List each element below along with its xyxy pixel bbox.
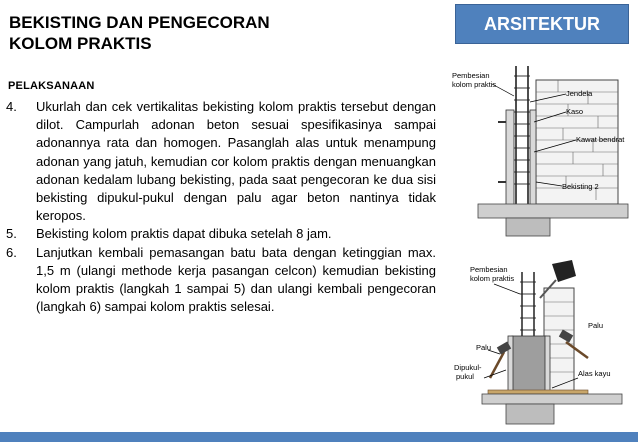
fig2-label-dipukul-2: pukul (456, 372, 474, 381)
step-text: Bekisting kolom praktis dapat dibuka setelah 8 jam. (36, 226, 332, 242)
fig2-label-palu-left: Palu (476, 343, 492, 352)
fig2-label-palu-right: Palu (588, 321, 604, 330)
step-item (6, 244, 436, 317)
title-line-2: KOLOM PRAKTIS (9, 34, 152, 53)
footer-bar (0, 432, 638, 442)
section-title: PELAKSANAAN (8, 80, 95, 92)
fig2-label-alas: Alas kayu (578, 369, 611, 378)
title-line-1: BEKISTING DAN PENGECORAN (9, 13, 270, 32)
step-number: 5. (6, 226, 17, 242)
step-item (6, 98, 436, 225)
fig1-label-kaso: Kaso (566, 107, 584, 116)
fig2-label-dipukul-1: Dipukul- (454, 363, 482, 372)
page-title (9, 12, 419, 54)
fig1-label-bekisting: Bekisting 2 (562, 182, 599, 191)
formwork-illustration (448, 62, 632, 238)
step-number: 6. (6, 244, 17, 260)
casting-illustration (448, 258, 632, 426)
fig1-label-kawat: Kawat bendrat (576, 135, 625, 144)
fig2-label-pembesian-2: kolom praktis (470, 274, 515, 283)
category-badge: ARSITEKTUR (455, 4, 629, 44)
fig1-label-jendela: Jendela (566, 89, 593, 98)
step-text: Ukurlah dan cek vertikalitas bekisting kolom praktis tersebut dengan dilot. Campurlah adonan beton sesuai spesifikasinya sampai adonannya rata dan homogen. Pasanglah alas untuk menampung adonan yang jatuh, kemudian cor kolom praktis dengan menuangkan adonan kedalam lubang bekisting, pada saat pengecoran ke dua sisi bekisting dipukul-pukul dengan palu agar beton nantinya tidak keropos. (36, 99, 436, 224)
fig1-label-pembesian-1: Pembesian (452, 71, 490, 80)
step-number: 4. (6, 99, 17, 114)
fig2-label-pembesian-1: Pembesian (470, 265, 508, 274)
fig1-label-pembesian-2: kolom praktis (452, 80, 497, 89)
step-item (6, 225, 436, 243)
step-list (6, 98, 436, 316)
step-text: Lanjutkan kembali pemasangan batu bata dengan ketinggian max. 1,5 m (ulangi methode kerja pasangan celcon) kemudian bekisting kolom praktis (langkah 1 sampai 5) dan ulangi kembali pengecoran (langkah 6) sampai kolom praktis selesai. (36, 244, 436, 315)
